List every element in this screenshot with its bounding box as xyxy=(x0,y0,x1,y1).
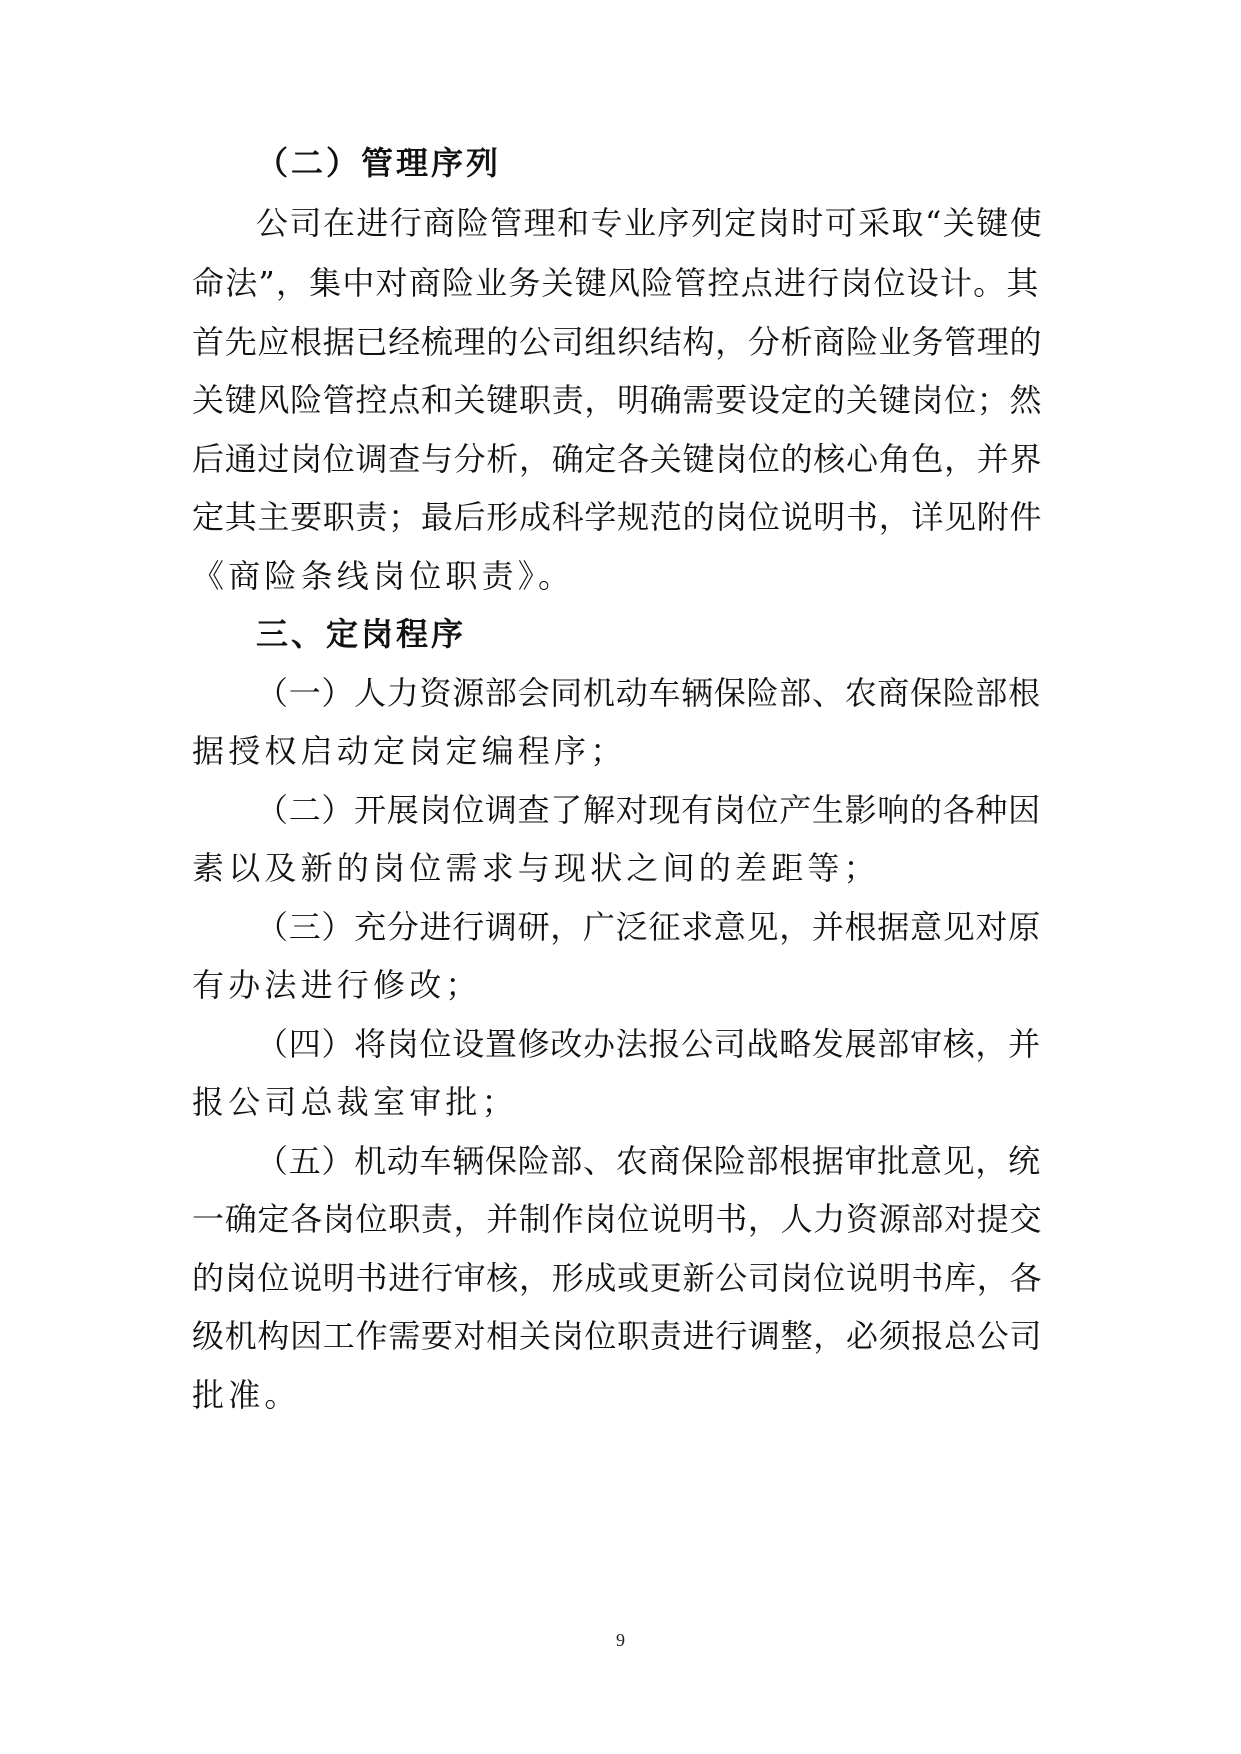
list-item-line: 一确定各岗位职责，并制作岗位说明书，人力资源部对提交 xyxy=(192,1200,1043,1238)
page-number: 9 xyxy=(616,1630,625,1650)
list-item-line: 有办法进行修改； xyxy=(192,966,482,1004)
list-item-line: 的岗位说明书进行审核，形成或更新公司岗位说明书库，各 xyxy=(192,1259,1043,1297)
paragraph-line: 命法”，集中对商险业务关键风险管控点进行岗位设计。其 xyxy=(192,264,1040,302)
section-heading-management: （二）管理序列 xyxy=(256,144,502,182)
list-item-line: （二）开展岗位调查了解对现有岗位产生影响的各种因 xyxy=(256,791,1041,829)
list-item-line: 报公司总裁室审批； xyxy=(192,1083,518,1121)
paragraph-line: 公司在进行商险管理和专业序列定岗时可采取“关键使 xyxy=(256,204,1044,242)
paragraph-line: 定其主要职责；最后形成科学规范的岗位说明书，详见附件 xyxy=(192,498,1043,536)
list-item-line: （四）将岗位设置修改办法报公司战略发展部审核，并 xyxy=(256,1025,1041,1063)
list-item-line: 级机构因工作需要对相关岗位职责进行调整，必须报总公司 xyxy=(192,1317,1043,1355)
list-item-line: （三）充分进行调研，广泛征求意见，并根据意见对原 xyxy=(256,908,1041,946)
paragraph-line: 关键风险管控点和关键职责，明确需要设定的关键岗位；然 xyxy=(192,381,1043,419)
section-heading-procedure: 三、定岗程序 xyxy=(256,615,467,653)
list-item-line: 素以及新的岗位需求与现状之间的差距等； xyxy=(192,849,880,887)
list-item-line: （五）机动车辆保险部、农商保险部根据审批意见，统 xyxy=(256,1142,1041,1180)
paragraph-line: 首先应根据已经梳理的公司组织结构，分析商险业务管理的 xyxy=(192,323,1043,361)
list-item-line: （一）人力资源部会同机动车辆保险部、农商保险部根 xyxy=(256,674,1041,712)
list-item-line: 批准。 xyxy=(192,1376,301,1414)
paragraph-line: 《商险条线岗位职责》。 xyxy=(192,557,575,595)
paragraph-line: 后通过岗位调查与分析，确定各关键岗位的核心角色，并界 xyxy=(192,440,1043,478)
list-item-line: 据授权启动定岗定编程序； xyxy=(192,732,627,770)
